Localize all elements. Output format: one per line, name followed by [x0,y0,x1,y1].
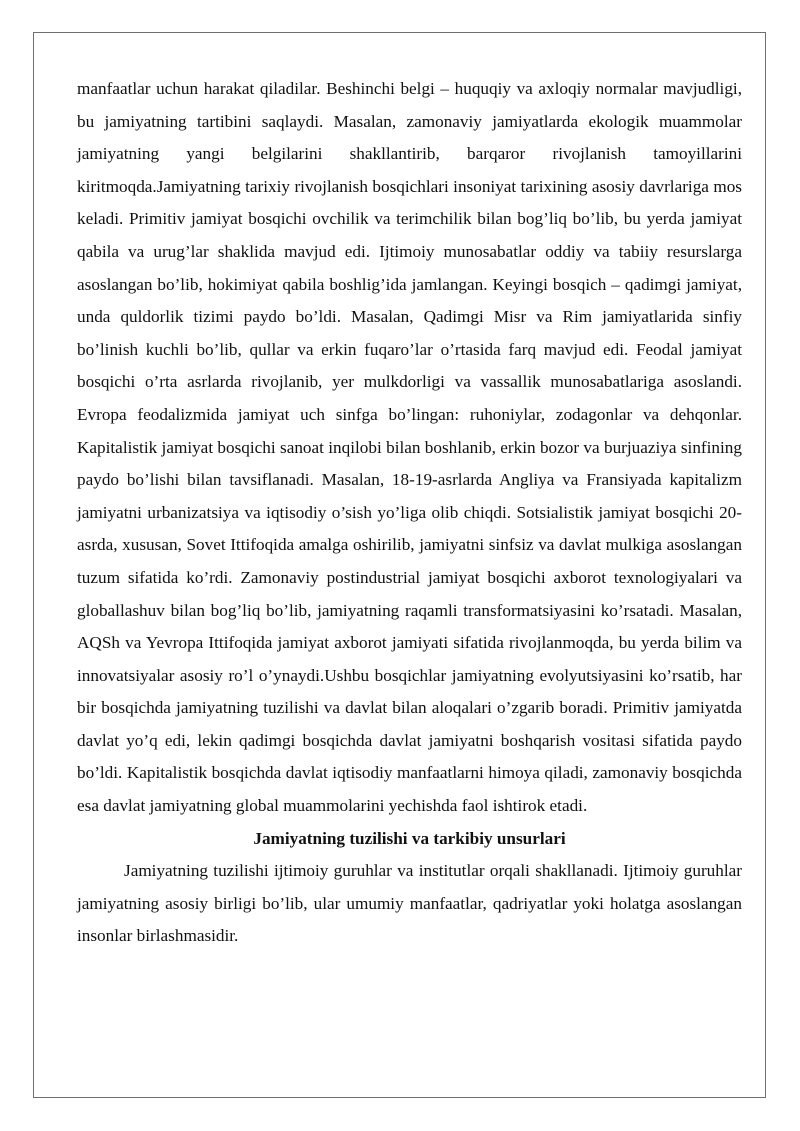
section-heading: Jamiyatning tuzilishi va tarkibiy unsurlari [253,828,566,848]
document-body [77,73,742,953]
body-paragraph: manfaatlar uchun harakat qiladilar. Beshinchi belgi – huquqiy va axloqiy normalar mavjudligi, bu jamiyatning tartibini saqlaydi. Masalan, zamonaviy jamiyatlarda ekologik muammolar jamiyatning yangi belgilarini shakllantirib, barqaror rivojlanish tamoyillarini kiritmoqda.Jamiyatning tarixiy rivojlanish bosqichlari insoniyat tarixining asosiy davrlariga mos keladi. Primitiv jamiyat bosqichi ovchilik va terimchilik bilan bog’liq bo’lib, bu yerda jamiyat qabila va urug’lar shaklida mavjud edi. Ijtimoiy munosabatlar oddiy va tabiiy resurslarga asoslangan bo’lib, hokimiyat qabila boshlig’ida jamlangan. Keyingi bosqich – qadimgi jamiyat, unda quldorlik tizimi paydo bo’ldi. Masalan, Qadimgi Misr va Rim jamiyatlarida sinfiy bo’linish kuchli bo’lib, qullar va erkin fuqaro’lar o’rtasida farq mavjud edi. Feodal jamiyat bosqichi o’rta asrlarda rivojlanib, yer mulkdorligi va vassallik munosabatlariga asoslandi. Evropa feodalizmida jamiyat uch sinfga bo’lingan: ruhoniylar, zodagonlar va dehqonlar. Kapitalistik jamiyat bosqichi sanoat inqilobi bilan boshlanib, erkin bozor va burjuaziya sinfining paydo bo’lishi bilan tavsiflanadi. Masalan, 18-19-asrlarda Angliya va Fransiyada kapitalizm jamiyatni urbanizatsiya va iqtisodiy o’sish yo’liga olib chiqdi. Sotsialistik jamiyat bosqichi 20-asrda, xususan, Sovet Ittifoqida amalga oshirilib, jamiyatni sinfsiz va davlat mulkiga asoslangan tuzum sifatida ko’rdi. Zamonaviy postindustrial jamiyat bosqichi axborot texnologiyalari va globallashuv bilan bog’liq bo’lib, jamiyatning raqamli transformatsiyasini ko’rsatadi. Masalan, AQSh va Yevropa Ittifoqida jamiyat axborot jamiyati sifatida rivojlanmoqda, bu yerda bilim va innovatsiyalar asosiy ro’l o’ynaydi.Ushbu bosqichlar jamiyatning evolyutsiyasini ko’rsatib, har bir bosqichda jamiyatning tuzilishi va davlat bilan aloqalari o’zgarib boradi. Primitiv jamiyatda davlat yo’q edi, lekin qadimgi bosqichda davlat jamiyatni boshqarish vositasi sifatida paydo bo’ldi. Kapitalistik bosqichda davlat iqtisodiy manfaatlarni himoya qiladi, zamonaviy bosqichda esa davlat jamiyatning global muammolarini yechishda faol ishtirok etadi. [77,79,742,816]
body-paragraph: Jamiyatning tuzilishi ijtimoiy guruhlar va institutlar orqali shakllanadi. Ijtimoiy guruhlar jamiyatning asosiy birligi bo’lib, ular umumiy manfaatlar, qadriyatlar yoki holatga asoslangan insonlar birlashmasidir. [77,861,742,946]
